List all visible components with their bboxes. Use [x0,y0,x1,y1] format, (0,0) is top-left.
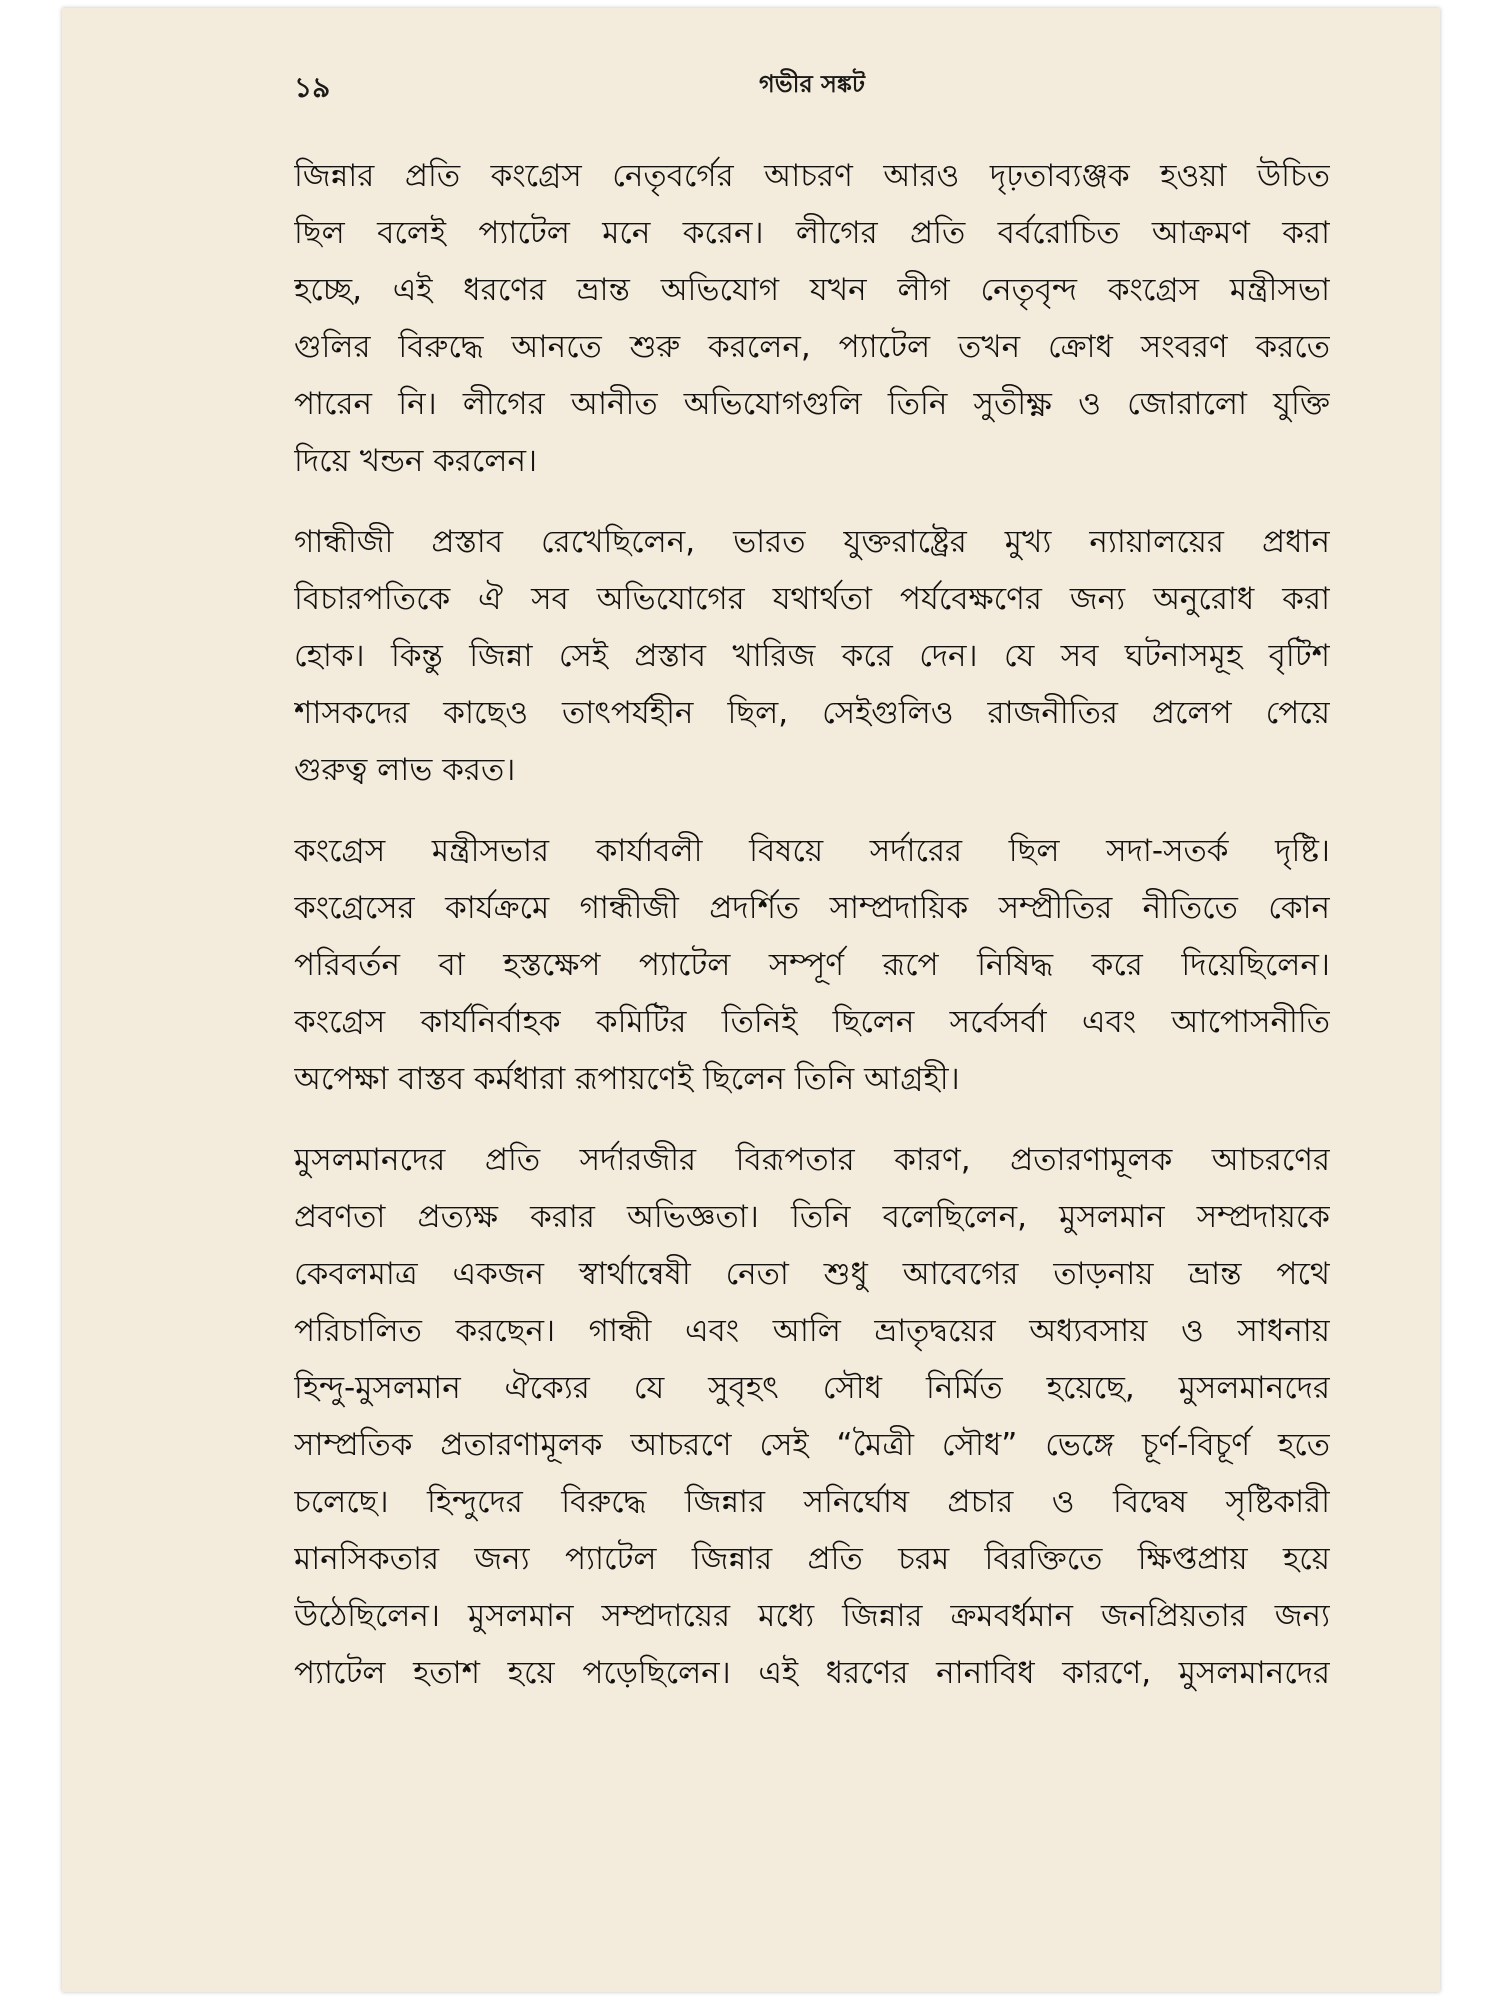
text-line: কংগ্রেস কার্যনির্বাহক কমিটির তিনিই ছিলেন সর্বেসর্বা এবং আপোসনীতি [294,1004,1330,1040]
paragraph [294,148,1330,490]
page-number: ১৯ [294,71,331,104]
text-line: পরিবর্তন বা হস্তক্ষেপ প্যাটেল সম্পূর্ণ রূপে নিষিদ্ধ করে দিয়েছিলেন। [294,947,1330,983]
body-text [294,148,1330,1702]
text-line: মানসিকতার জন্য প্যাটেল জিন্নার প্রতি চরম বিরক্তিতে ক্ষিপ্তপ্রায় হয়ে [294,1541,1330,1577]
text-line: সাম্প্রতিক প্রতারণামূলক আচরণে সেই “মৈত্রী সৌধ” ভেঙ্গে চূর্ণ-বিচূর্ণ হতে [294,1427,1330,1463]
text-line: শাসকদের কাছেও তাৎপর্যহীন ছিল, সেইগুলিও রাজনীতির প্রলেপ পেয়ে [294,695,1330,731]
paragraph [294,514,1330,799]
running-title: গভীর সঙ্কট [759,70,865,98]
text-line: হচ্ছে, এই ধরণের ভ্রান্ত অভিযোগ যখন লীগ নেতৃবৃন্দ কংগ্রেস মন্ত্রীসভা [294,272,1330,308]
text-line: পারেন নি। লীগের আনীত অভিযোগগুলি তিনি সুতীক্ষ্ণ ও জোরালো যুক্তি [294,386,1330,422]
text-line: কেবলমাত্র একজন স্বার্থান্বেষী নেতা শুধু আবেগের তাড়নায় ভ্রান্ত পথে [294,1256,1330,1292]
text-line: গুরুত্ব লাভ করত। [294,752,516,788]
book-page [62,8,1440,1992]
text-line: হিন্দু-মুসলমান ঐক্যের যে সুবৃহৎ সৌধ নির্মিত হয়েছে, মুসলমানদের [294,1370,1330,1406]
text-line: গান্ধীজী প্রস্তাব রেখেছিলেন, ভারত যুক্তরাষ্ট্রের মুখ্য ন্যায়ালয়ের প্রধান [294,524,1330,560]
text-line: বিচারপতিকে ঐ সব অভিযোগের যথার্থতা পর্যবেক্ষণের জন্য অনুরোধ করা [294,581,1330,617]
text-line: জিন্নার প্রতি কংগ্রেস নেতৃবর্গের আচরণ আরও দৃঢ়তাব্যঞ্জক হওয়া উচিত [294,158,1330,194]
page-header [294,66,1330,106]
text-line: মুসলমানদের প্রতি সর্দারজীর বিরূপতার কারণ, প্রতারণামূলক আচরণের [294,1142,1330,1178]
paragraph [294,823,1330,1108]
text-line: দিয়ে খন্ডন করলেন। [294,443,538,479]
text-line: হোক। কিন্তু জিন্না সেই প্রস্তাব খারিজ করে দেন। যে সব ঘটনাসমূহ বৃটিশ [294,638,1330,674]
text-line: গুলির বিরুদ্ধে আনতে শুরু করলেন, প্যাটেল তখন ক্রোধ সংবরণ করতে [294,329,1330,365]
text-line: প্যাটেল হতাশ হয়ে পড়েছিলেন। এই ধরণের নানাবিধ কারণে, মুসলমানদের [294,1655,1330,1691]
paragraph [294,1132,1330,1702]
text-line: চলেছে। হিন্দুদের বিরুদ্ধে জিন্নার সনির্ঘোষ প্রচার ও বিদ্বেষ সৃষ্টিকারী [294,1484,1330,1520]
text-line: উঠেছিলেন। মুসলমান সম্প্রদায়ের মধ্যে জিন্নার ক্রমবর্ধমান জনপ্রিয়তার জন্য [294,1598,1330,1634]
text-line: কংগ্রেসের কার্যক্রমে গান্ধীজী প্রদর্শিত সাম্প্রদায়িক সম্প্রীতির নীতিতে কোন [294,890,1330,926]
text-line: প্রবণতা প্রত্যক্ষ করার অভিজ্ঞতা। তিনি বলেছিলেন, মুসলমান সম্প্রদায়কে [294,1199,1330,1235]
text-line: কংগ্রেস মন্ত্রীসভার কার্যাবলী বিষয়ে সর্দারের ছিল সদা-সতর্ক দৃষ্টি। [294,833,1330,869]
text-line: ছিল বলেই প্যাটেল মনে করেন। লীগের প্রতি বর্বরোচিত আক্রমণ করা [294,215,1330,251]
text-line: অপেক্ষা বাস্তব কর্মধারা রূপায়ণেই ছিলেন তিনি আগ্রহী। [294,1061,960,1097]
text-line: পরিচালিত করছেন। গান্ধী এবং আলি ভ্রাতৃদ্বয়ের অধ্যবসায় ও সাধনায় [294,1313,1330,1349]
